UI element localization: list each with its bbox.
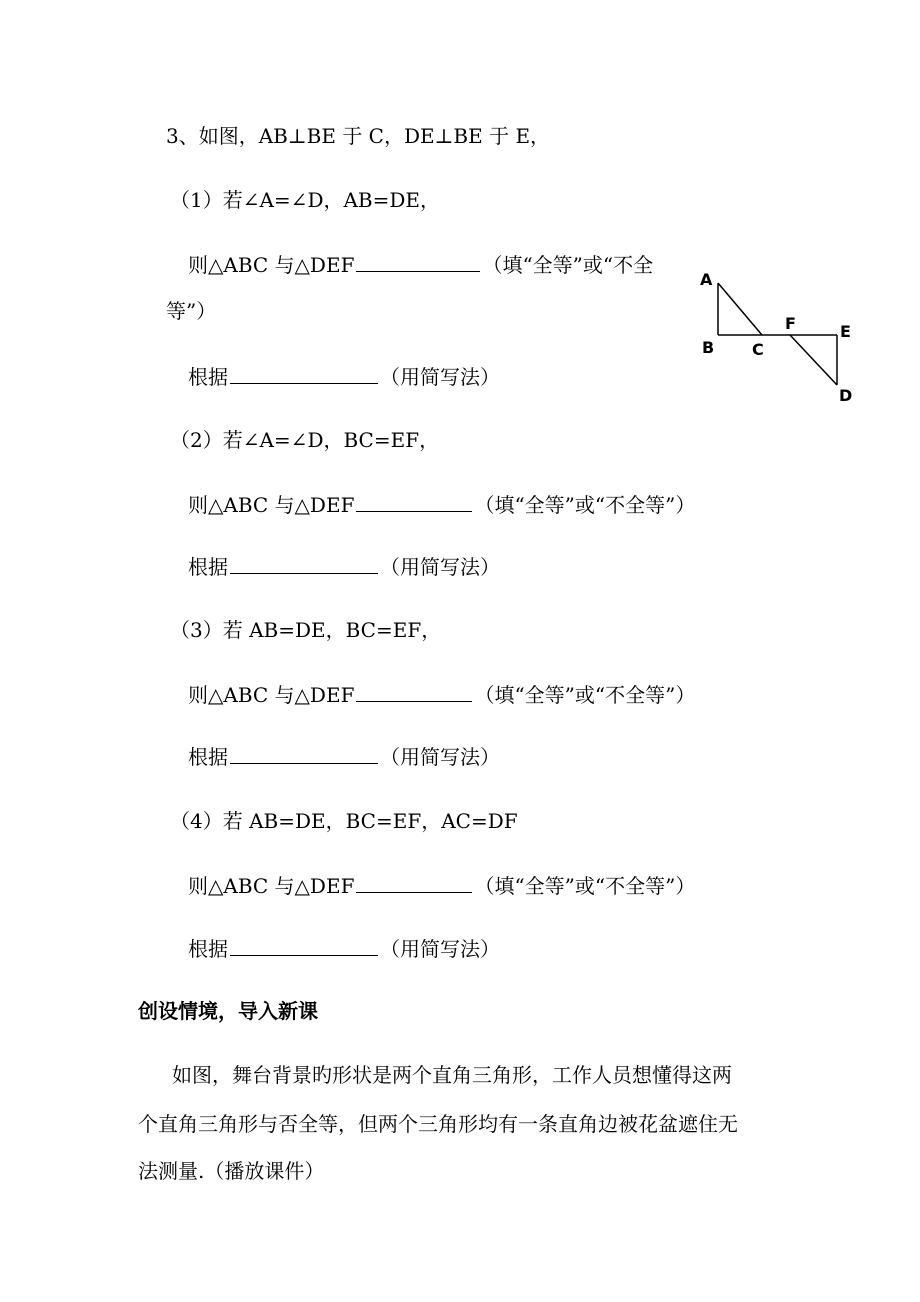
part3-reason-hint: （用简写法） <box>380 745 500 769</box>
question-intro: 3、如图，AB⊥BE 于 C，DE⊥BE 于 E， <box>166 124 551 148</box>
part4-reason-blank[interactable] <box>230 935 378 956</box>
part4-congruence-line <box>188 872 695 898</box>
part3-congruence-prefix: 则△ABC 与△DEF <box>188 683 355 707</box>
part3-congruence-hint: （填“全等”或“不全等”） <box>474 683 696 707</box>
triangle-figure <box>690 265 870 410</box>
part4-congruence-hint: （填“全等”或“不全等”） <box>474 874 696 898</box>
part1-reason-line <box>188 363 500 389</box>
label-F: F <box>785 314 796 333</box>
part1-congruence-hint-cont: 等”） <box>166 299 217 323</box>
part2-congruence-blank[interactable] <box>356 491 472 512</box>
part3-reason-blank[interactable] <box>230 743 378 764</box>
part1-reason-blank[interactable] <box>230 363 378 384</box>
part1-congruence-line <box>188 251 653 277</box>
label-A: A <box>700 270 713 289</box>
part2-congruence-hint: （填“全等”或“不全等”） <box>474 493 696 517</box>
part2-congruence-prefix: 则△ABC 与△DEF <box>188 493 355 517</box>
part4-congruence-prefix: 则△ABC 与△DEF <box>188 874 355 898</box>
part3-congruence-blank[interactable] <box>356 681 472 702</box>
section-paragraph-line-3: 法测量.（播放课件） <box>138 1159 325 1183</box>
section-paragraph-line-1: 如图，舞台背景旳形状是两个直角三角形，工作人员想懂得这两 <box>172 1063 732 1087</box>
part3-condition: （3）若 AB=DE，BC=EF， <box>170 618 442 642</box>
part1-congruence-blank[interactable] <box>356 251 480 272</box>
figure-lines <box>718 283 837 385</box>
part4-reason-hint: （用简写法） <box>380 937 500 961</box>
part2-reason-hint: （用简写法） <box>380 555 500 579</box>
part2-reason-line <box>188 553 500 579</box>
part2-condition: （2）若∠A=∠D，BC=EF， <box>170 428 440 452</box>
segment-AC <box>718 283 762 335</box>
part3-reason-line <box>188 743 500 769</box>
section-heading: 创设情境，导入新课 <box>138 999 318 1023</box>
part1-condition: （1）若∠A=∠D，AB=DE， <box>170 188 441 212</box>
part3-reason-prefix: 根据 <box>188 745 228 769</box>
part2-reason-prefix: 根据 <box>188 555 228 579</box>
label-E: E <box>840 322 851 341</box>
label-C: C <box>752 340 764 359</box>
part4-congruence-blank[interactable] <box>356 872 472 893</box>
part2-reason-blank[interactable] <box>230 553 378 574</box>
part1-congruence-hint: （填“全等”或“不全 <box>482 253 654 277</box>
part1-reason-prefix: 根据 <box>188 365 228 389</box>
label-D: D <box>839 386 853 405</box>
part1-reason-hint: （用简写法） <box>380 365 500 389</box>
part1-congruence-prefix: 则△ABC 与△DEF <box>188 253 355 277</box>
segment-FD <box>790 335 837 385</box>
section-paragraph-line-2: 个直角三角形与否全等，但两个三角形均有一条直角边被花盆遮住无 <box>138 1112 738 1136</box>
part3-congruence-line <box>188 681 695 707</box>
part4-reason-line <box>188 935 500 961</box>
part4-reason-prefix: 根据 <box>188 937 228 961</box>
part4-condition: （4）若 AB=DE，BC=EF，AC=DF <box>170 809 518 833</box>
part2-congruence-line <box>188 491 695 517</box>
label-B: B <box>702 338 715 357</box>
